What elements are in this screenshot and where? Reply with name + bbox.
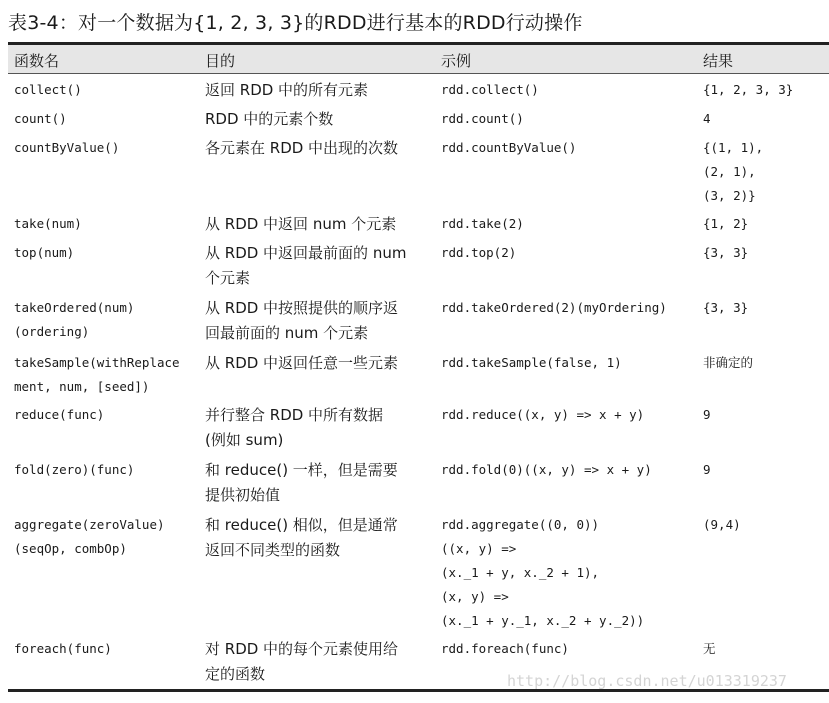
cell-line: (seqOp, combOp) [14, 541, 127, 556]
cell-line: top(num) [14, 245, 75, 260]
cell-result [703, 107, 711, 131]
cell-line: 提供初始值 [205, 486, 281, 504]
cell-purpose [205, 241, 406, 291]
cell-function-name [14, 107, 67, 131]
cell-line: reduce(func) [14, 407, 105, 422]
cell-result [703, 351, 753, 375]
cell-line: rdd.countByValue() [441, 140, 577, 155]
cell-example [441, 296, 667, 320]
cell-line: (例如 sum) [205, 431, 284, 449]
cell-line: 从 RDD 中返回任意一些元素 [205, 354, 399, 372]
cell-line: foreach(func) [14, 641, 112, 656]
cell-line: countByValue() [14, 140, 120, 155]
cell-example [441, 513, 644, 633]
header-rule [8, 73, 829, 74]
cell-example [441, 351, 622, 375]
cell-line: rdd.top(2) [441, 245, 517, 260]
cell-line: 4 [703, 111, 711, 126]
cell-line: rdd.takeOrdered(2)(myOrdering) [441, 300, 667, 315]
cell-result [703, 637, 716, 661]
cell-purpose [205, 403, 383, 453]
cell-function-name [14, 403, 104, 427]
cell-line: 和 reduce() 一样，但是需要 [205, 461, 398, 479]
cell-example [441, 78, 539, 102]
cell-example [441, 212, 524, 236]
cell-purpose [205, 136, 398, 161]
cell-line: count() [14, 111, 67, 126]
header-purpose: 目的 [205, 52, 236, 70]
cell-purpose [205, 212, 396, 237]
cell-function-name [14, 78, 82, 102]
cell-line: RDD 中的元素个数 [205, 110, 334, 128]
header-result: 结果 [703, 52, 734, 70]
cell-example [441, 403, 644, 427]
cell-function-name [14, 458, 134, 482]
cell-result [703, 458, 711, 482]
cell-line: {3, 3} [703, 245, 749, 260]
header-example: 示例 [441, 52, 472, 70]
cell-line: rdd.collect() [441, 82, 539, 97]
cell-line: 从 RDD 中返回最前面的 num [205, 244, 407, 262]
cell-function-name [14, 513, 165, 561]
cell-purpose [205, 351, 398, 376]
cell-result [703, 78, 793, 102]
cell-line: 从 RDD 中按照提供的顺序返 [205, 299, 399, 317]
cell-line: rdd.foreach(func) [441, 641, 569, 656]
cell-result [703, 513, 741, 537]
watermark: http://blog.csdn.net/u013319237 [507, 672, 787, 690]
cell-line: 从 RDD 中返回 num 个元素 [205, 215, 397, 233]
cell-line: 个元素 [205, 269, 251, 287]
header-function-name: 函数名 [14, 52, 60, 70]
cell-function-name [14, 351, 180, 399]
cell-line: 返回 RDD 中的所有元素 [205, 81, 369, 99]
cell-function-name [14, 296, 134, 344]
cell-line: ((x, y) => [441, 541, 517, 556]
cell-line: ment, num, [seed]) [14, 379, 150, 394]
cell-line: {1, 2, 3, 3} [703, 82, 794, 97]
cell-example [441, 136, 576, 160]
cell-line: (x, y) => [441, 589, 509, 604]
cell-line: collect() [14, 82, 82, 97]
cell-result [703, 241, 748, 265]
cell-result [703, 296, 748, 320]
cell-line: rdd.fold(0)((x, y) => x + y) [441, 462, 652, 477]
cell-line: {(1, 1), [703, 140, 764, 155]
cell-line: (ordering) [14, 324, 90, 339]
cell-line: 对 RDD 中的每个元素使用给 [205, 640, 399, 658]
cell-line: fold(zero)(func) [14, 462, 135, 477]
cell-line: 9 [703, 407, 711, 422]
cell-example [441, 107, 524, 131]
cell-function-name [14, 136, 119, 160]
cell-result [703, 212, 748, 236]
cell-line: 各元素在 RDD 中出现的次数 [205, 139, 399, 157]
cell-function-name [14, 637, 112, 661]
cell-line: take(num) [14, 216, 82, 231]
cell-purpose [205, 458, 398, 508]
cell-line: 并行整合 RDD 中所有数据 [205, 406, 384, 424]
cell-line: (2, 1), [703, 164, 756, 179]
table-caption: 表3-4：对一个数据为{1, 2, 3, 3}的RDD进行基本的RDD行动操作 [8, 12, 583, 34]
cell-line: takeSample(withReplace [14, 355, 180, 370]
cell-line: rdd.aggregate((0, 0)) [441, 517, 600, 532]
cell-line: 回最前面的 num 个元素 [205, 324, 369, 342]
cell-line: 无 [703, 641, 716, 656]
cell-example [441, 637, 569, 661]
cell-function-name [14, 212, 82, 236]
cell-line: (3, 2)} [703, 188, 756, 203]
cell-line: 9 [703, 462, 711, 477]
cell-line: 定的函数 [205, 665, 266, 683]
cell-line: {3, 3} [703, 300, 749, 315]
cell-function-name [14, 241, 74, 265]
cell-line: 和 reduce() 相似，但是通常 [205, 516, 398, 534]
cell-line: rdd.count() [441, 111, 524, 126]
cell-line: aggregate(zeroValue) [14, 517, 165, 532]
cell-line: (9,4) [703, 517, 741, 532]
cell-purpose [205, 107, 333, 132]
cell-purpose [205, 78, 368, 103]
cell-line: rdd.takeSample(false, 1) [441, 355, 622, 370]
cell-result [703, 136, 763, 208]
cell-line: 非确定的 [703, 355, 754, 370]
cell-example [441, 458, 652, 482]
cell-purpose [205, 637, 398, 687]
cell-line: rdd.take(2) [441, 216, 524, 231]
cell-example [441, 241, 516, 265]
cell-result [703, 403, 711, 427]
cell-line: takeOrdered(num) [14, 300, 135, 315]
cell-purpose [205, 296, 398, 346]
cell-line: rdd.reduce((x, y) => x + y) [441, 407, 645, 422]
cell-line: (x._1 + y, x._2 + 1), [441, 565, 600, 580]
cell-purpose [205, 513, 398, 563]
cell-line: {1, 2} [703, 216, 749, 231]
cell-line: (x._1 + y._1, x._2 + y._2)) [441, 613, 645, 628]
cell-line: 返回不同类型的函数 [205, 541, 341, 559]
